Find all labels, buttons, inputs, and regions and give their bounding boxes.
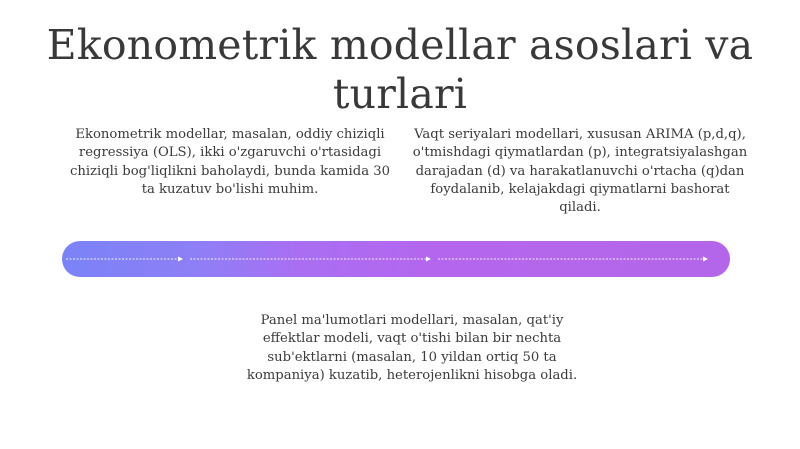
timeline-bar: [62, 241, 730, 277]
timeline-arrows: [62, 241, 730, 277]
arrowhead-1-icon: [178, 257, 183, 262]
point-ols: Ekonometrik modellar, masalan, oddiy chiziqli regressiya (OLS), ikki o'zgaruvchi o'rtasidagi chiziqli bog'liqlikni baholaydi, bunda kamida 30 ta kuzatuv bo'lishi muhim.: [69, 127, 391, 197]
arrowhead-3-icon: [703, 257, 708, 262]
slide-title: Ekonometrik modellar asoslari va turlari: [46, 21, 754, 119]
point-arima: Vaqt seriyalari modellari, xususan ARIMA (p,d,q), o'tmishdagi qiymatlardan (p), integratsiyalashgan darajadan (d) va harakatlanuvchi o'rtacha (q)dan foydalanib, kelajakdagi qiymatlarni bashorat qiladi.: [412, 127, 748, 215]
arrowhead-2-icon: [426, 257, 431, 262]
point-panel: Panel ma'lumotlari modellari, masalan, qat'iy effektlar modeli, vaqt o'tishi bilan bir nechta sub'ektlarni (masalan, 10 yildan ortiq 50 ta kompaniya) kuzatib, heterojenlikni hisobga oladi.: [246, 313, 578, 383]
